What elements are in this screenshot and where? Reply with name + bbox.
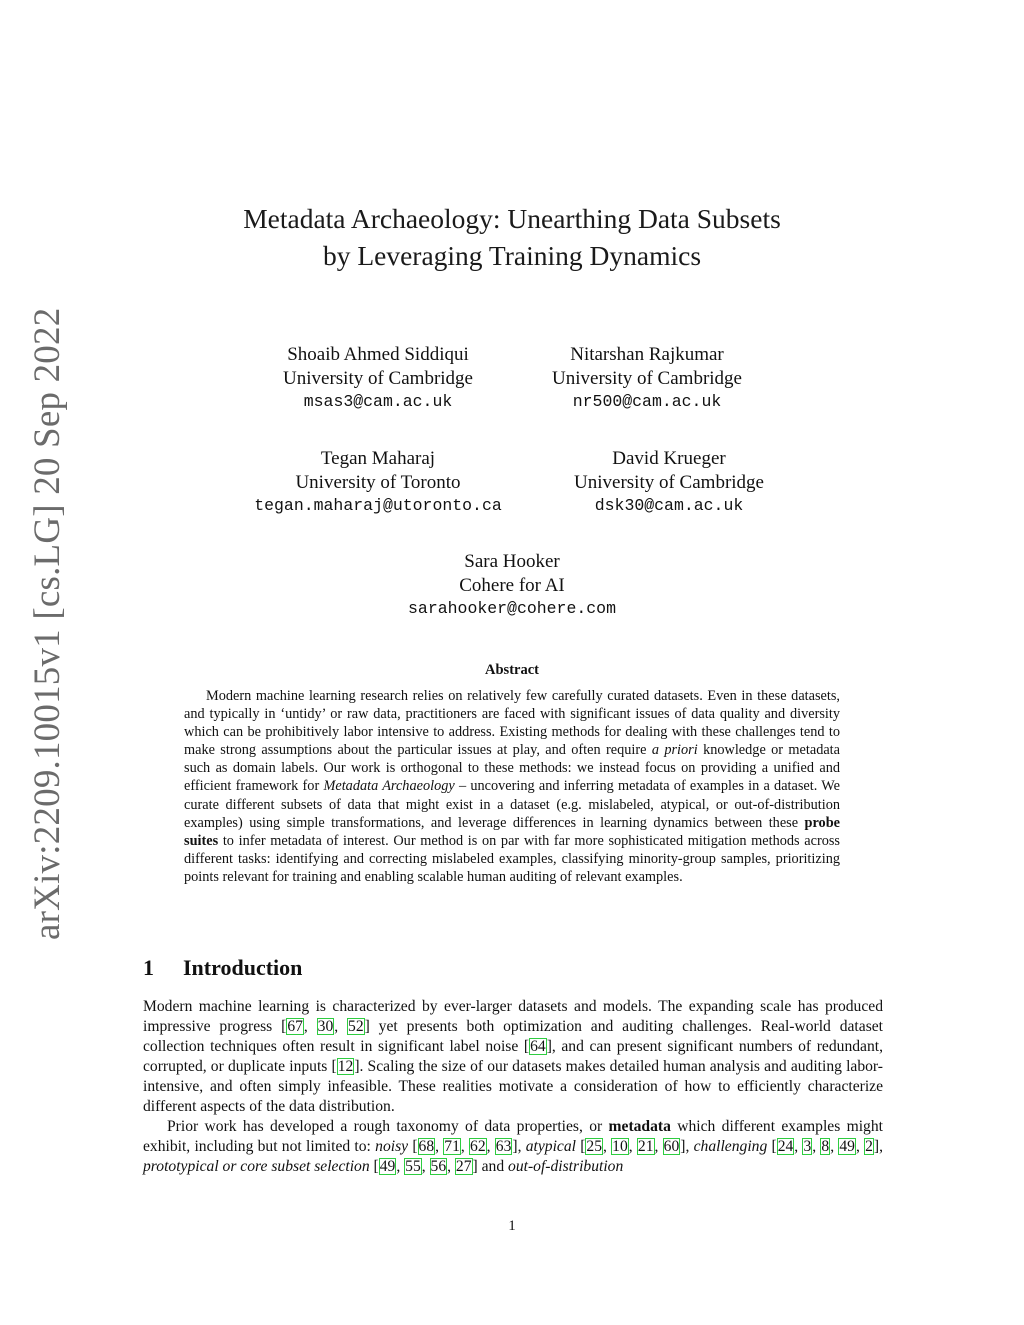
citation-link[interactable]: 68: [418, 1138, 435, 1155]
title-line-1: Metadata Archaeology: Unearthing Data Subsets: [243, 203, 781, 234]
author-affiliation: University of Cambridge: [283, 367, 473, 389]
page-number: 1: [508, 1218, 516, 1234]
arxiv-identifier: arXiv:2209.10015v1 [cs.LG] 20 Sep 2022: [27, 307, 68, 940]
citation-link[interactable]: 24: [777, 1138, 794, 1155]
section-heading: [143, 955, 302, 981]
author-email[interactable]: nr500@cam.ac.uk: [572, 392, 722, 411]
citation-link[interactable]: 30: [317, 1018, 334, 1035]
author-email[interactable]: dsk30@cam.ac.uk: [594, 496, 744, 515]
paper-title: [0, 200, 1024, 274]
author-block: [228, 343, 528, 414]
author-block: [228, 447, 528, 518]
citation-link[interactable]: 63: [495, 1138, 512, 1155]
author-name: David Krueger: [612, 448, 726, 469]
citation-link[interactable]: 2: [865, 1138, 873, 1155]
title-line-2: by Leveraging Training Dynamics: [322, 240, 702, 271]
citation-link[interactable]: 64: [530, 1038, 546, 1055]
citation-link[interactable]: 60: [663, 1138, 680, 1155]
author-affiliation: Cohere for AI: [459, 574, 565, 596]
author-block: [362, 550, 662, 621]
citation-link[interactable]: 3: [803, 1138, 812, 1155]
author-block: [497, 343, 797, 414]
citation-link[interactable]: 62: [470, 1138, 486, 1155]
citation-link[interactable]: 67: [287, 1018, 303, 1035]
section-title: Introduction: [183, 955, 303, 980]
section-number: 1: [143, 955, 154, 980]
citation-link[interactable]: 12: [337, 1058, 354, 1075]
author-block: [519, 447, 819, 518]
intro-paragraph-2: Prior work has developed a rough taxonomy of data properties, or metadata which different examples might exhibit, including but not limited to: noisy [68, 71, 62, 63], atypical [25, 10, 21, 60], challenging [24, 3, 8, 49, 2], prototypical or core subset selection [49, 55, 56, 27] and out-of-distribution: [143, 1118, 883, 1175]
author-email[interactable]: msas3@cam.ac.uk: [303, 392, 453, 411]
citation-link[interactable]: 52: [348, 1018, 364, 1035]
author-affiliation: University of Toronto: [295, 471, 461, 493]
abstract-text: Modern machine learning research relies on relatively few carefully curated datasets. Even in these datasets, and typically in ‘untidy’ or raw data, practitioners are faced with significant issues of data quality and diversity which can be prohibitively labor intensive to address. Existing methods for dealing with these challenges tend to make strong assumptions about the particular issues at play, and often require a priori knowledge or metadata such as domain labels. Our work is orthogonal to these methods: we instead focus on providing a unified and efficient framework for Metadata Archaeology – uncovering and inferring metadata of examples in a dataset. We curate different subsets of data that might exist in a dataset (e.g. mislabeled, atypical, or out-of-distribution examples) using simple transformations, and leverage differences in learning dynamics between these probe suites to infer metadata of interest. Our method is on par with far more sophisticated mitigation methods across different tasks: identifying and correcting mislabeled examples, classifying minority-group samples, prioritizing points relevant for training and enabling scalable human auditing of relevant examples.: [184, 688, 841, 885]
author-affiliation: University of Cambridge: [574, 471, 764, 493]
citation-link[interactable]: 56: [430, 1158, 447, 1175]
intro-paragraph-1: Modern machine learning is characterized by ever-larger datasets and models. The expanding scale has produced impressive progress [67, 30, 52] yet presents both optimization and auditing challenges. Real-world dataset collection techniques often result in significant label noise [64], and can present significant numbers of redundant, corrupted, or duplicate inputs [12]. Scaling the size of our datasets makes detailed human analysis and auditing labor-intensive, and often simply infeasible. These realities motivate a consideration of how to efficiently characterize different aspects of the data distribution.: [143, 998, 884, 1115]
citation-link[interactable]: 8: [821, 1138, 830, 1155]
author-name: Tegan Maharaj: [320, 448, 436, 469]
author-name: Nitarshan Rajkumar: [570, 344, 724, 365]
citation-link[interactable]: 21: [637, 1138, 654, 1155]
author-affiliation: University of Cambridge: [552, 367, 742, 389]
author-email[interactable]: tegan.maharaj@utoronto.ca: [254, 496, 502, 515]
citation-link[interactable]: 25: [586, 1138, 603, 1155]
abstract-heading: Abstract: [485, 662, 539, 678]
citation-link[interactable]: 55: [405, 1158, 421, 1175]
citation-link[interactable]: 10: [612, 1138, 628, 1155]
author-name: Sara Hooker: [464, 551, 560, 572]
citation-link[interactable]: 27: [455, 1158, 472, 1175]
author-name: Shoaib Ahmed Siddiqui: [287, 344, 469, 365]
citation-link[interactable]: 71: [444, 1138, 460, 1155]
citation-link[interactable]: 49: [839, 1138, 855, 1155]
intro-body: [143, 997, 883, 1177]
citation-link[interactable]: 49: [379, 1158, 396, 1175]
author-email[interactable]: sarahooker@cohere.com: [408, 599, 616, 618]
